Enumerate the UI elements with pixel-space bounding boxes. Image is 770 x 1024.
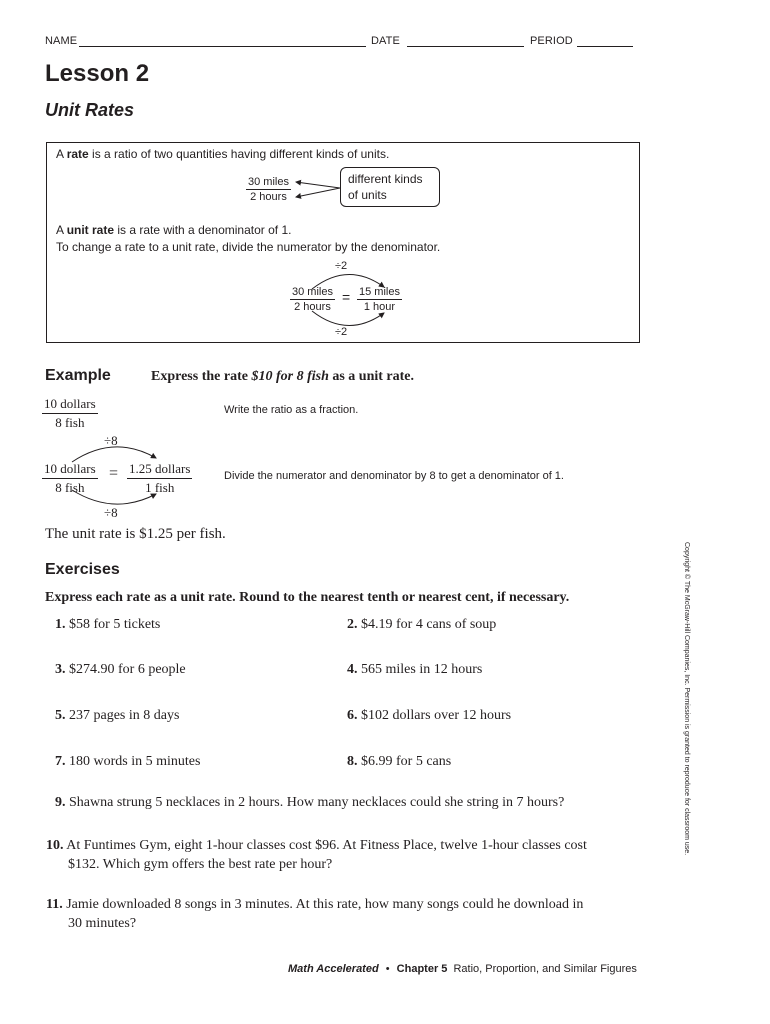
def-right-fraction: 15 miles 1 hour [359, 286, 400, 313]
exercise-6: 6. $102 dollars over 12 hours [347, 708, 512, 723]
exercise-11: 11. Jamie downloaded 8 songs in 3 minutes. At this rate, how many songs could he download in 30 minutes? [46, 897, 584, 931]
example-conclusion: The unit rate is $1.25 per fish. [45, 526, 226, 542]
lesson-subtitle: Unit Rates [45, 100, 135, 120]
period-line[interactable] [577, 46, 633, 47]
example-right-fraction: 1.25 dollars 1 fish [129, 461, 191, 495]
exercise-9: 9. Shawna strung 5 necklaces in 2 hours. How many necklaces could she string in 7 hours? [55, 795, 565, 810]
example-left-fraction: 10 dollars 8 fish [44, 461, 96, 495]
callout-arrows [290, 174, 342, 204]
conversion-instruction: To change a rate to a unit rate, divide the numerator by the denominator. [56, 240, 441, 254]
rate-term: rate [66, 147, 89, 161]
exercise-1: 1. $58 for 5 tickets [55, 617, 161, 632]
name-line[interactable] [79, 46, 366, 47]
date-label: DATE [371, 35, 400, 47]
rate-fraction: 30 miles 2 hours [248, 176, 289, 203]
name-label: NAME [45, 35, 78, 47]
example-equals: = [109, 465, 119, 482]
example-divide-top: ÷8 [104, 433, 118, 448]
rate-definition: A rate is a ratio of two quantities having different kinds of units. [56, 147, 390, 161]
date-line[interactable] [407, 46, 524, 47]
exercise-2: 2. $4.19 for 4 cans of soup [347, 617, 497, 632]
page-footer: Math Accelerated • Chapter 5 Ratio, Proportion, and Similar Figures [288, 963, 637, 975]
unit-rate-term: unit rate [66, 223, 115, 237]
example-heading: Example [45, 367, 111, 384]
exercises-heading: Exercises [45, 561, 120, 578]
example-question: Express the rate $10 for 8 fish as a unit rate. [151, 369, 415, 384]
example-divide-bottom: ÷8 [104, 505, 118, 520]
period-label: PERIOD [530, 35, 573, 47]
unit-rate-definition: A unit rate is a rate with a denominator of 1. [56, 223, 292, 237]
copyright-notice: Copyright © The McGraw-Hill Companies, Inc. Permission is granted to reproduce for classroom use. [683, 542, 690, 856]
exercise-10: 10. At Funtimes Gym, eight 1-hour classes cost $96. At Fitness Place, twelve 1-hour classes cost $132. Which gym offers the best rate per hour? [46, 838, 587, 872]
divide-bottom-label: ÷2 [335, 326, 348, 338]
def-left-fraction: 30 miles 2 hours [292, 286, 333, 313]
exercise-3: 3. $274.90 for 6 people [55, 662, 186, 677]
exercise-7: 7. 180 words in 5 minutes [55, 754, 201, 769]
exercise-8: 8. $6.99 for 5 cans [347, 754, 452, 769]
divide-top-label: ÷2 [335, 260, 348, 272]
units-callout: different kinds of units [340, 167, 440, 207]
exercises-instructions: Express each rate as a unit rate. Round to the nearest tenth or nearest cent, if necessary. [45, 590, 570, 605]
exercise-5: 5. 237 pages in 8 days [55, 708, 180, 723]
lesson-title: Lesson 2 [45, 60, 150, 87]
step1-note: Write the ratio as a fraction. [224, 404, 359, 416]
def-equals: = [342, 289, 351, 305]
exercise-4: 4. 565 miles in 12 hours [347, 662, 483, 677]
example-fraction: 10 dollars 8 fish [44, 396, 96, 430]
step2-note: Divide the numerator and denominator by 8 to get a denominator of 1. [224, 470, 564, 482]
